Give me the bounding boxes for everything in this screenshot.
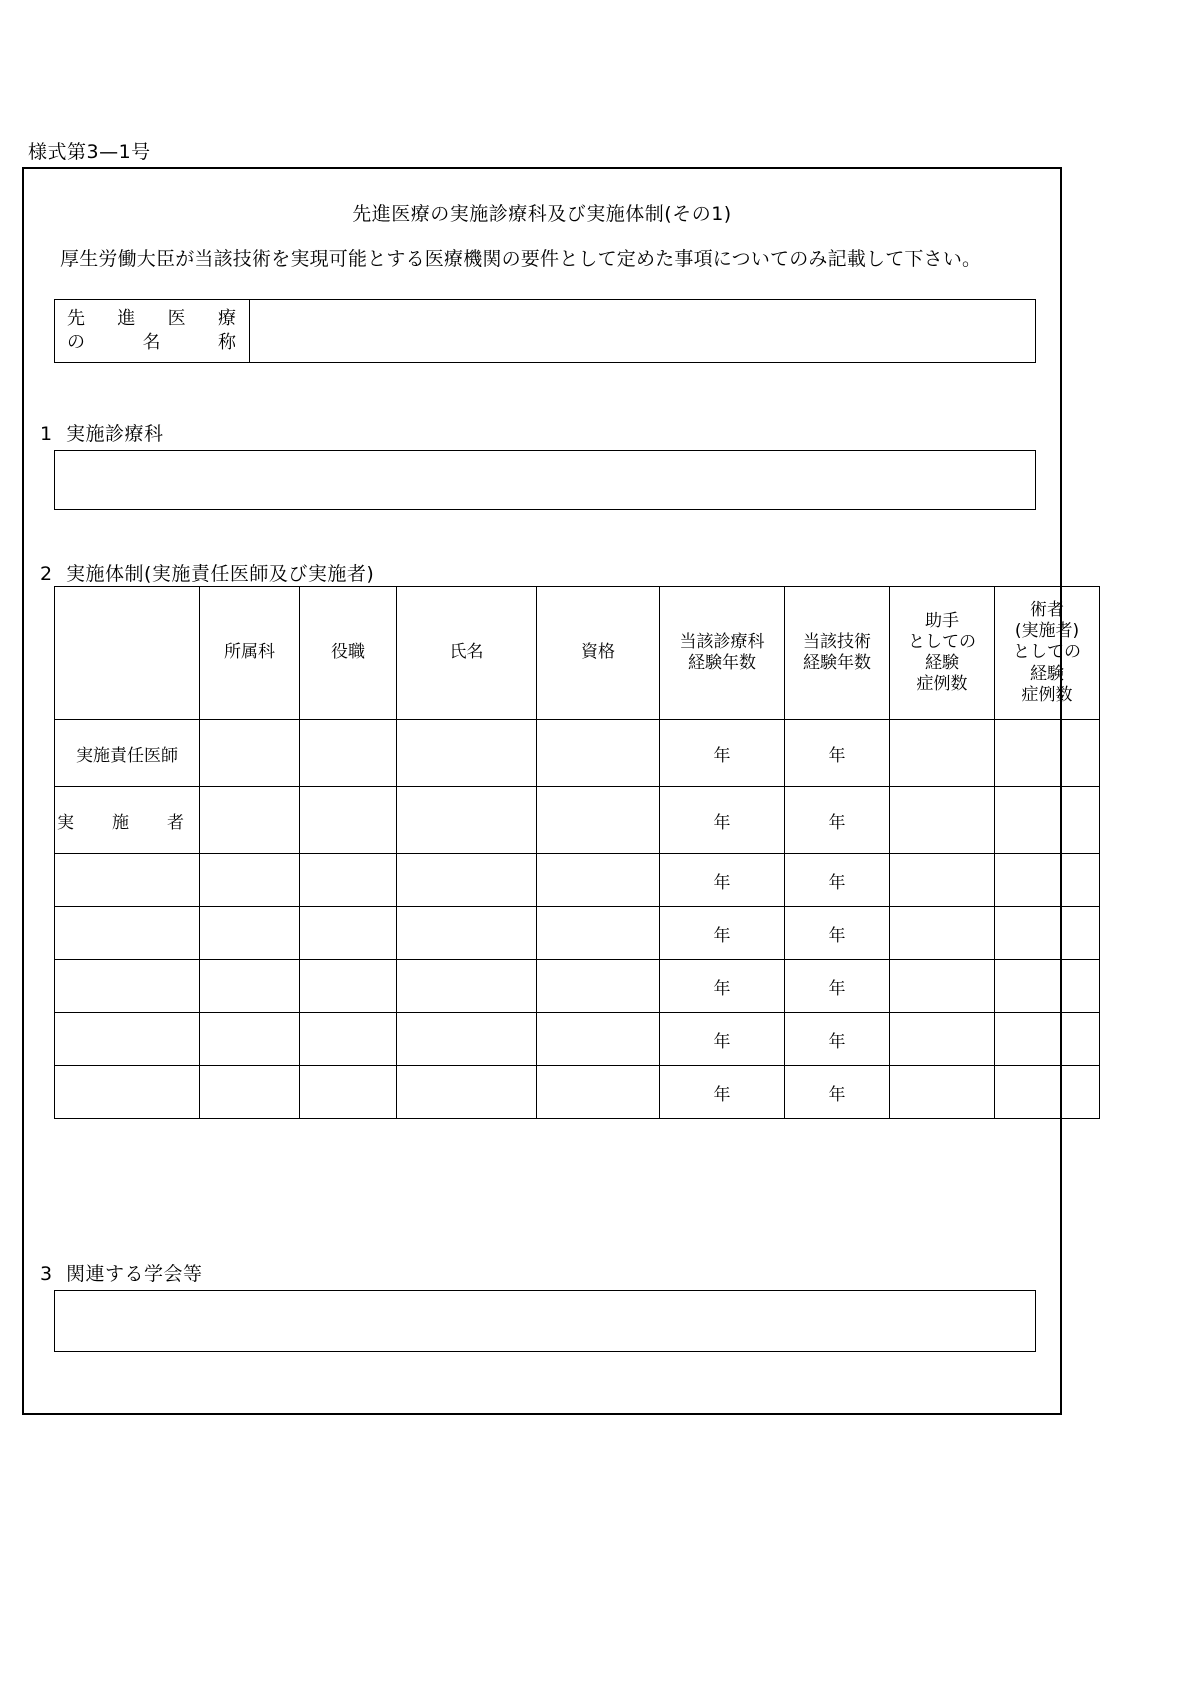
section-1-input[interactable]: [54, 450, 1036, 510]
page-title: 先進医療の実施診療科及び実施体制(その1): [352, 203, 732, 225]
cell-operator-cases[interactable]: [995, 960, 1100, 1013]
cell-name[interactable]: [397, 854, 537, 907]
cell-technique-years[interactable]: 年: [785, 1013, 890, 1066]
row-label-responsible-doctor: 実施責任医師: [55, 720, 200, 787]
header-technique-years-line2: 経験年数: [803, 653, 871, 673]
row-label-performer-text: 実施者: [57, 812, 185, 833]
cell-department[interactable]: [200, 1013, 300, 1066]
cell-department[interactable]: [200, 787, 300, 854]
cell-position[interactable]: [300, 720, 397, 787]
cell-technique-years[interactable]: 年: [785, 907, 890, 960]
form-number: 様式第3—1号: [28, 141, 151, 163]
table-row: [55, 300, 1036, 363]
cell-operator-cases[interactable]: [995, 854, 1100, 907]
header-assistant-line4: 症例数: [916, 674, 968, 695]
cell-position[interactable]: [300, 907, 397, 960]
advanced-medicine-name-label: [55, 300, 250, 363]
form-outer-frame: [22, 167, 1081, 1415]
cell-department-years[interactable]: 年: [660, 787, 785, 854]
instruction-note: 厚生労働大臣が当該技術を実現可能とする医療機関の要件として定めた事項についてのみ記載して下さい。: [60, 248, 982, 270]
cell-name[interactable]: [397, 1013, 537, 1066]
cell-name[interactable]: [397, 960, 537, 1013]
header-corner: [55, 587, 200, 720]
cell-qualification[interactable]: [537, 854, 660, 907]
header-qualification: 資格: [537, 587, 660, 720]
cell-qualification[interactable]: [537, 1066, 660, 1119]
section-3-heading: [40, 1259, 203, 1286]
cell-qualification[interactable]: [537, 960, 660, 1013]
name-label-line2: の名称: [67, 332, 237, 353]
header-technique-years-line1: 当該技術: [803, 631, 871, 652]
cell-position[interactable]: [300, 960, 397, 1013]
header-operator-line1: 術者: [1030, 599, 1064, 620]
cell-department-years[interactable]: 年: [660, 720, 785, 787]
cell-assistant-cases[interactable]: [890, 787, 995, 854]
section-2-title: 実施体制(実施責任医師及び実施者): [66, 563, 375, 585]
table-row: [55, 787, 1100, 854]
cell-assistant-cases[interactable]: [890, 854, 995, 907]
header-department: 所属科: [200, 587, 300, 720]
cell-assistant-cases[interactable]: [890, 960, 995, 1013]
staff-table-header: [55, 587, 1100, 720]
cell-name[interactable]: [397, 907, 537, 960]
cell-name[interactable]: [397, 1066, 537, 1119]
table-row: [55, 854, 1100, 907]
cell-department-years[interactable]: 年: [660, 854, 785, 907]
header-technique-years: [785, 587, 890, 720]
cell-qualification[interactable]: [537, 1013, 660, 1066]
cell-name[interactable]: [397, 787, 537, 854]
header-department-years-line2: 経験年数: [688, 653, 756, 673]
cell-position[interactable]: [300, 1013, 397, 1066]
section-2-number: 2: [40, 563, 53, 585]
cell-department[interactable]: [200, 854, 300, 907]
cell-operator-cases[interactable]: [995, 1013, 1100, 1066]
section-3-input[interactable]: [54, 1290, 1036, 1352]
cell-department[interactable]: [200, 1066, 300, 1119]
header-operator-cases: [995, 587, 1100, 720]
table-row: [55, 960, 1100, 1013]
cell-department-years[interactable]: 年: [660, 960, 785, 1013]
cell-operator-cases[interactable]: [995, 1066, 1100, 1119]
cell-position[interactable]: [300, 1066, 397, 1119]
header-assistant-line2: としての: [908, 631, 976, 652]
header-operator-line3: としての: [1013, 642, 1081, 663]
section-1-heading: [40, 419, 164, 446]
cell-qualification[interactable]: [537, 787, 660, 854]
header-department-years: [660, 587, 785, 720]
row-label-empty: [55, 854, 200, 907]
header-assistant-line1: 助手: [925, 610, 959, 631]
row-label-performer: [55, 787, 200, 854]
header-assistant-cases: [890, 587, 995, 720]
advanced-medicine-name-table: [54, 299, 1036, 363]
header-assistant-line3: 経験: [925, 653, 959, 673]
row-label-empty: [55, 1013, 200, 1066]
cell-technique-years[interactable]: 年: [785, 854, 890, 907]
cell-technique-years[interactable]: 年: [785, 720, 890, 787]
table-row: [55, 1066, 1100, 1119]
row-label-empty: [55, 1066, 200, 1119]
cell-assistant-cases[interactable]: [890, 907, 995, 960]
header-operator-line4: 経験: [1030, 663, 1064, 684]
table-row: [55, 907, 1100, 960]
header-name: 氏名: [397, 587, 537, 720]
section-2-heading: [40, 559, 374, 586]
implementation-staff-table: [54, 586, 1100, 1119]
cell-technique-years[interactable]: 年: [785, 960, 890, 1013]
cell-assistant-cases[interactable]: [890, 1013, 995, 1066]
cell-department-years[interactable]: 年: [660, 1013, 785, 1066]
cell-name[interactable]: [397, 720, 537, 787]
header-operator-line2: (実施者): [1014, 621, 1080, 642]
cell-technique-years[interactable]: 年: [785, 787, 890, 854]
cell-operator-cases[interactable]: [995, 787, 1100, 854]
table-header-row: [55, 587, 1100, 720]
cell-department[interactable]: [200, 960, 300, 1013]
staff-table-body: [55, 720, 1100, 1119]
cell-position[interactable]: [300, 787, 397, 854]
advanced-medicine-name-input[interactable]: [250, 300, 1036, 363]
section-1-number: 1: [40, 423, 53, 445]
cell-position[interactable]: [300, 854, 397, 907]
section-3-number: 3: [40, 1263, 53, 1285]
cell-department-years[interactable]: 年: [660, 907, 785, 960]
table-row: [55, 720, 1100, 787]
cell-qualification[interactable]: [537, 907, 660, 960]
cell-qualification[interactable]: [537, 720, 660, 787]
section-3-title: 関連する学会等: [66, 1263, 203, 1285]
cell-department-years[interactable]: 年: [660, 1066, 785, 1119]
cell-technique-years[interactable]: 年: [785, 1066, 890, 1119]
section-1-title: 実施診療科: [66, 423, 164, 445]
cell-assistant-cases[interactable]: [890, 720, 995, 787]
name-label-line1: 先進医療: [67, 307, 237, 329]
table-row: [55, 1013, 1100, 1066]
cell-department[interactable]: [200, 907, 300, 960]
cell-operator-cases[interactable]: [995, 720, 1100, 787]
row-label-empty: [55, 960, 200, 1013]
cell-operator-cases[interactable]: [995, 907, 1100, 960]
cell-department[interactable]: [200, 720, 300, 787]
row-label-empty: [55, 907, 200, 960]
header-department-years-line1: 当該診療科: [679, 631, 765, 652]
header-operator-line5: 症例数: [1021, 684, 1073, 705]
cell-assistant-cases[interactable]: [890, 1066, 995, 1119]
header-position: 役職: [300, 587, 397, 720]
